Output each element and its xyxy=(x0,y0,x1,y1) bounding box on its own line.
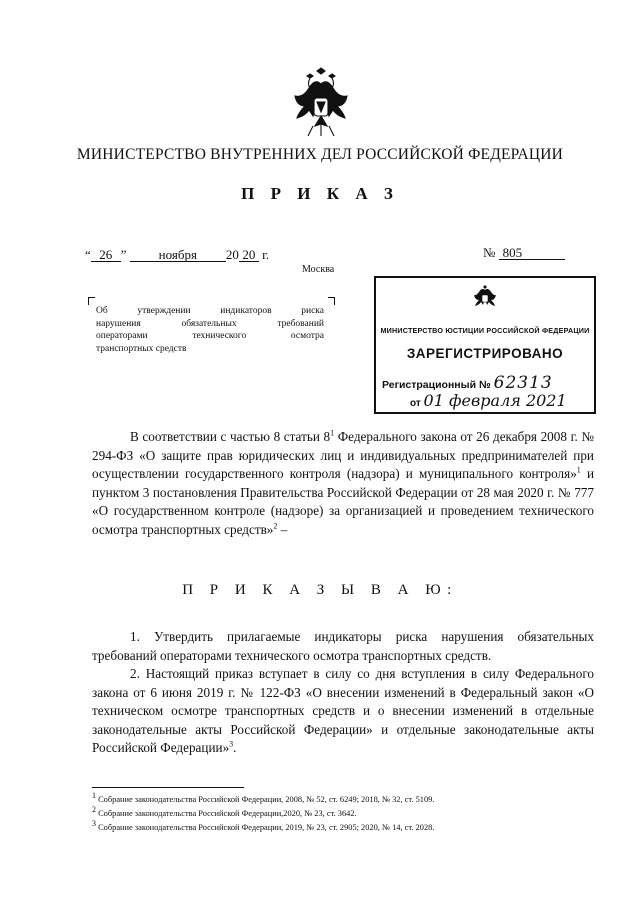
quote-close: ” xyxy=(120,247,127,262)
subject-line: нарушения обязательных требований xyxy=(96,318,324,329)
stamp-ministry: МИНИСТЕРСТВО ЮСТИЦИИ РОССИЙСКОЙ ФЕДЕРАЦИИ xyxy=(380,326,590,335)
number-value: 805 xyxy=(499,246,565,260)
order-number xyxy=(483,245,565,261)
footnote-ref: 1 xyxy=(576,465,581,475)
footnote-text: Собрание законодательства Российской Федерации, 2008, № 52, ст. 6249; 2018, № 32, ст. 5109. xyxy=(96,795,435,804)
stamp-status: ЗАРЕГИСТРИРОВАНО xyxy=(406,346,564,361)
footnote-mark: 1 xyxy=(92,791,96,801)
subject-bracket-right xyxy=(328,297,335,305)
stamp-date-label: от xyxy=(410,398,421,409)
subject-line: операторами технического осмотра xyxy=(96,331,324,341)
preamble-text: – xyxy=(277,521,288,537)
order-subject xyxy=(96,305,324,355)
preamble-text: В соответствии с частью 8 статьи 8 xyxy=(130,429,331,444)
year-suffix: 20 xyxy=(239,248,259,262)
year-prefix: 20 xyxy=(225,247,239,262)
item-2-end: . xyxy=(233,740,237,756)
stamp-date-value: 01 февраля 2021 xyxy=(423,391,567,410)
preamble-text: Федерального закона от 26 декабря 2008 г. № 294-ФЗ «О защите прав юридических лиц и индивидуальных предпринимателей при осуществлении государственного контроля (надзора) и муниципального контроля» xyxy=(92,429,594,482)
order-item-1: 1. Утвердить прилагаемые индикаторы риска нарушения обязательных требований операторами технического осмотра транспортных средств. xyxy=(92,629,594,663)
footnote-text: Собрание законодательства Российской Федерации, 2019, № 23, ст. 2905; 2020, № 14, ст. 2028. xyxy=(96,823,435,832)
subject-line: транспортных средств xyxy=(96,343,187,354)
quote-open: “ xyxy=(85,247,91,262)
stamp-reg-number: 62313 xyxy=(493,373,553,393)
stamp-registration-date xyxy=(410,391,567,410)
number-label: № xyxy=(483,245,496,260)
city: Москва xyxy=(302,264,335,275)
order-date xyxy=(85,247,269,263)
footnote-1 xyxy=(92,791,612,805)
item-2-text: 2. Настоящий приказ вступает в силу со дня вступления в силу Федерального закона от 6 июня 2019 г. № 122-ФЗ «О внесении изменений в Федеральный закон «О техническом осмотре транспортных средств и о внесении изменений в отдельные законодательные акты Российской Федерации» и отдельные законодательные акты Российской Федерации» xyxy=(92,666,594,756)
document-type-title: П Р И К А З xyxy=(241,184,399,203)
subject-line: Об утверждении индикаторов риска xyxy=(96,306,324,316)
footnote-2 xyxy=(92,805,612,819)
stamp-reg-label: Регистрационный № xyxy=(382,379,491,391)
russian-coat-of-arms-emblem xyxy=(291,64,351,142)
ministry-title: МИНИСТЕРСТВО ВНУТРЕННИХ ДЕЛ РОССИЙСКОЙ ФЕДЕРАЦИИ xyxy=(76,146,564,163)
preamble-paragraph xyxy=(92,428,594,540)
order-keyword: П Р И К А З Ы В А Ю: xyxy=(182,582,458,598)
footnote-ref: 2 xyxy=(273,521,278,531)
year-abbr: г. xyxy=(262,247,270,262)
footnote-3 xyxy=(92,819,612,833)
footnote-text: Собрание законодательства Российской Федерации,2020, № 23, ст. 3642. xyxy=(96,809,357,818)
order-month: ноября xyxy=(130,248,226,262)
order-item-2 xyxy=(92,665,594,758)
footnote-ref: 3 xyxy=(229,739,234,749)
footnote-divider xyxy=(92,787,244,788)
registration-stamp xyxy=(374,276,596,414)
stamp-registration-number xyxy=(382,373,553,393)
footnote-mark: 3 xyxy=(92,819,96,829)
stamp-emblem-icon xyxy=(474,284,496,312)
order-day: 26 xyxy=(91,248,121,262)
footnote-mark: 2 xyxy=(92,805,96,815)
subject-bracket-left xyxy=(88,297,95,305)
preamble-text: и пунктом 3 постановления Правительства Российской Федерации от 28 мая 2020 г. № 777 «О государственном контроле (надзоре) за организацией и проведением технического осмотра транспортных средств» xyxy=(92,466,595,537)
article-superscript: 1 xyxy=(330,428,335,438)
